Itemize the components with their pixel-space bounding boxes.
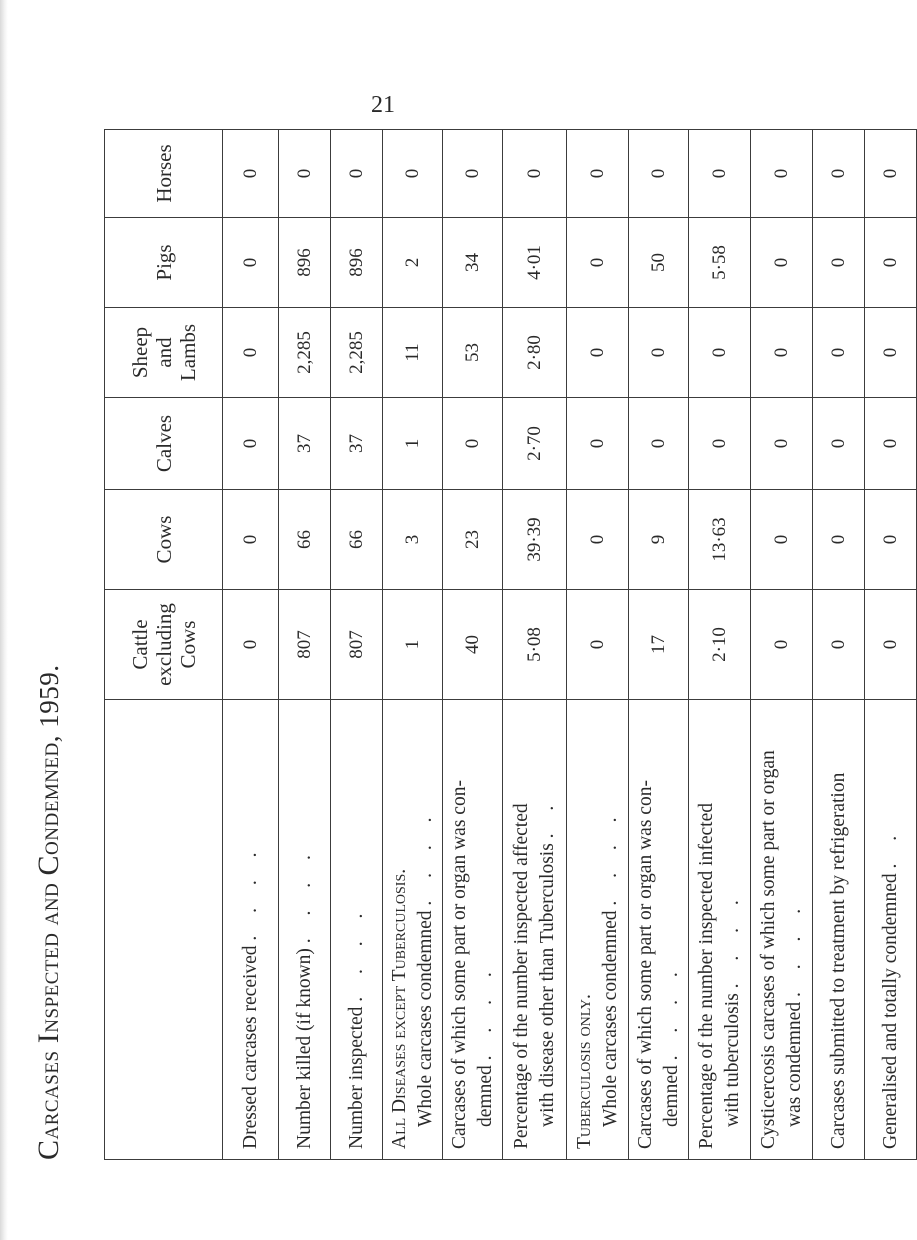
carcases-table bbox=[104, 129, 917, 1160]
table-row: Percentage of the number inspected infected with tuberculosis . . . . 2·10 13·63 0 0 5·58 0 bbox=[689, 130, 751, 1160]
table-row: Number killed (if known) . . . . 807 66 37 2,285 896 0 bbox=[279, 130, 331, 1160]
table-row: Generalised and totally condemned . . 0 0 0 0 0 0 bbox=[865, 130, 917, 1160]
table-title: Carcases Inspected and Condemned, 1959. bbox=[32, 664, 65, 1160]
col-header-cattle: Cattle excluding Cows bbox=[105, 590, 223, 700]
header-blank bbox=[105, 700, 223, 1160]
table-row: Percentage of the number inspected affected with disease other than Tuberculosis . . 5·08 39·39 2·70 2·80 4·01 0 bbox=[503, 130, 567, 1160]
table-row: Dressed carcases received . . . . 0 0 0 0 0 0 bbox=[223, 130, 279, 1160]
col-header-calves: Calves bbox=[105, 398, 223, 490]
page-number: 21 bbox=[371, 92, 395, 118]
section-heading-tuberculosis: Tuberculosis only. bbox=[573, 994, 595, 1149]
section-heading-all-diseases: All Diseases except Tuberculosis. bbox=[388, 868, 410, 1149]
table-row: Number inspected . . . . 807 66 37 2,285 896 0 bbox=[331, 130, 383, 1160]
page-binding-edge bbox=[0, 0, 8, 1240]
table-row: Carcases submitted to treatment by refrigeration 0 0 0 0 0 0 bbox=[813, 130, 865, 1160]
table-row: Carcases of which some part or organ was con- demned . . . . 17 9 0 0 50 0 bbox=[629, 130, 689, 1160]
table-row: All Diseases except Tuberculosis. Whole carcases condemned . . . . 1 3 1 11 2 0 bbox=[383, 130, 443, 1160]
col-header-cows: Cows bbox=[105, 490, 223, 590]
col-header-sheep: Sheep and Lambs bbox=[105, 308, 223, 398]
col-header-horses: Horses bbox=[105, 130, 223, 218]
table-row: Tuberculosis only. Whole carcases condemned . . . . 0 0 0 0 0 0 bbox=[567, 130, 629, 1160]
rotated-table-block bbox=[22, 40, 901, 1160]
table-row: Carcases of which some part or organ was con- demned . . . . 40 23 0 53 34 0 bbox=[443, 130, 503, 1160]
table-row: Cysticercosis carcases of which some part or organ was condemned . . . . 0 0 0 0 0 0 bbox=[751, 130, 813, 1160]
header-row bbox=[105, 130, 223, 1160]
col-header-pigs: Pigs bbox=[105, 218, 223, 308]
